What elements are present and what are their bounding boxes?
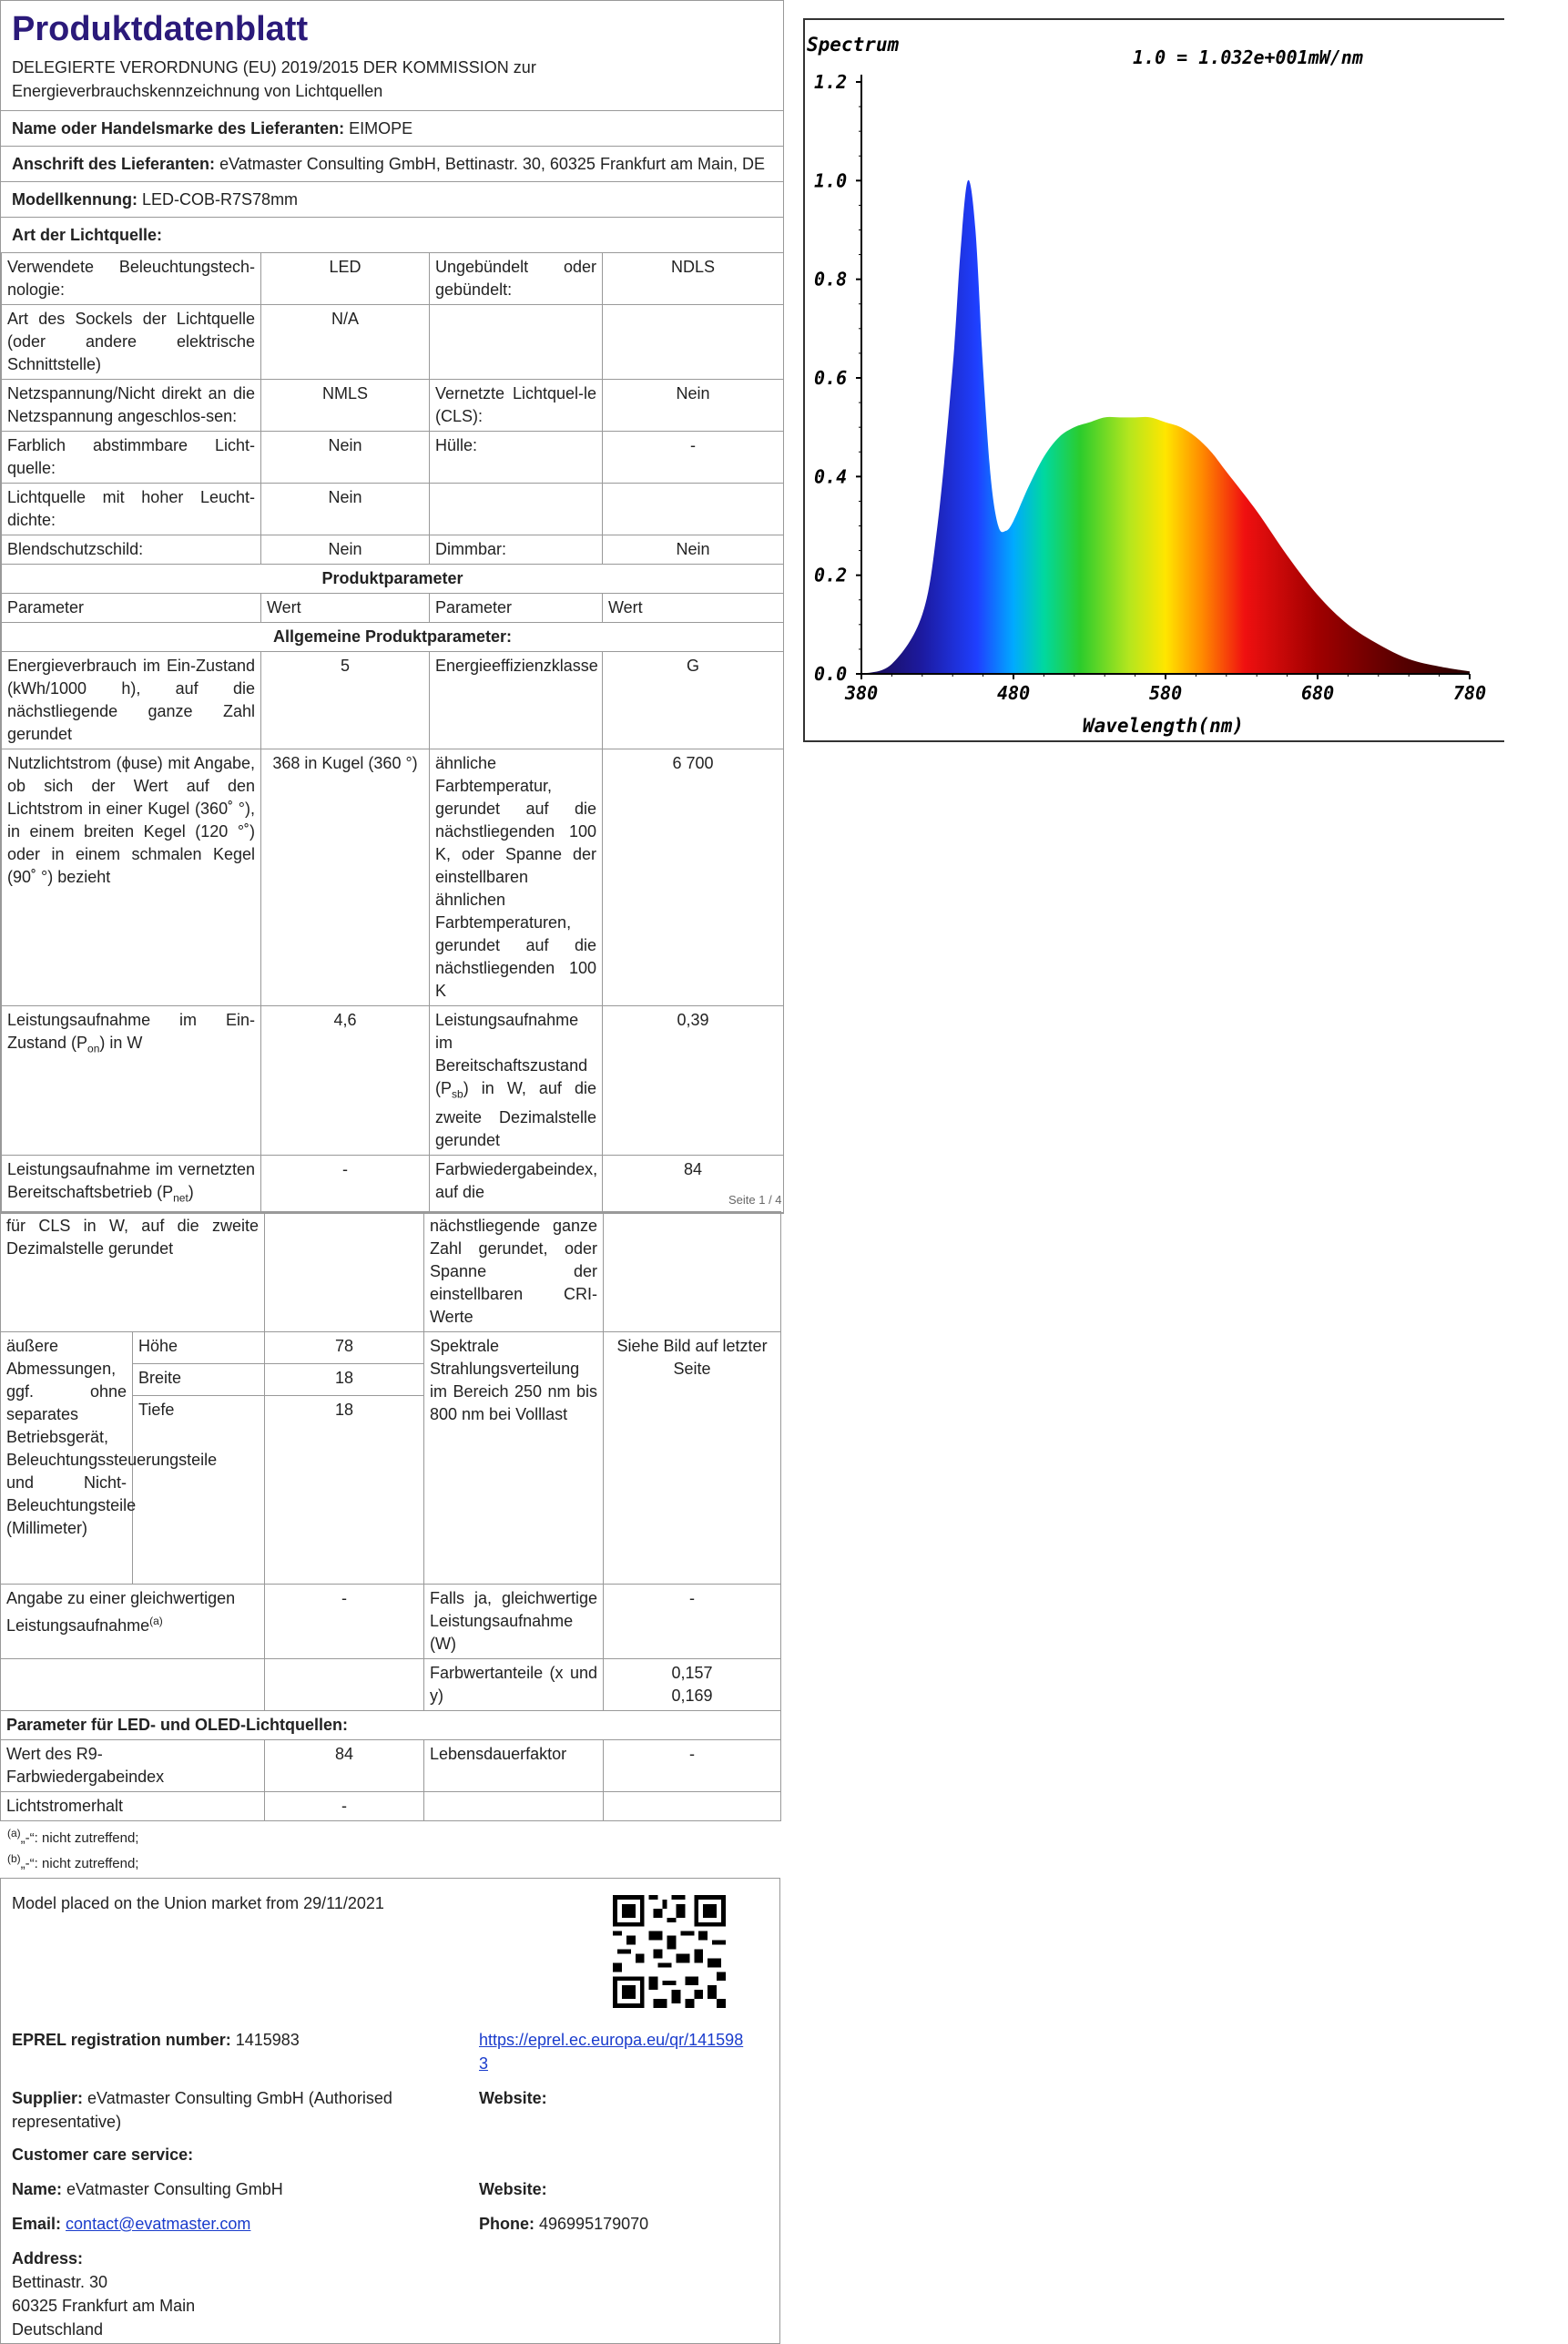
supplier-address-row [1,147,783,182]
supplier-label: Supplier: [12,2089,84,2107]
value-cell: Nein [261,432,430,484]
param-cell: Hülle: [430,432,603,484]
subscript: sb [452,1087,463,1101]
param-text: Angabe zu einer gleichwertigen Leistungsaufnahme [6,1589,236,1635]
param-cell: Blendschutzschild: [2,535,261,565]
param-cell: Netzspannung/Nicht direkt an die Netzspannung angeschlos-sen: [2,380,261,432]
table-row [2,749,784,1006]
footnote-a [0,1823,780,1849]
eprel-value: 1415983 [235,2031,300,2049]
parameters-continued-table [0,1211,781,1821]
value-cell: 84 [265,1740,424,1792]
param-cell [2,1155,261,1213]
param-cell: Dimmbar: [430,535,603,565]
param-cell: nächstliegende ganze Zahl gerundet, oder Spanne der einstellbaren CRI-Werte [424,1212,604,1332]
value-cell [265,1212,424,1332]
chart-subtitle: 1.0 = 1.032e+001mW/nm [1133,46,1363,68]
datasheet-page-2 [0,1211,780,2344]
value-cell: - [261,1155,430,1213]
value-cell [603,484,784,535]
y-tick-label: 0.8 [814,268,848,290]
dimension-value: 18 [265,1364,424,1396]
section-heading-row [1,1711,781,1740]
supplier-address-value: eVatmaster Consulting GmbH, Bettinastr. 30, 60325 Frankfurt am Main, DE [219,155,765,173]
footnote-text: „-“: nicht zutreffend; [20,1830,139,1846]
param-cell [1,1659,265,1711]
y-tick-label: 0.6 [814,367,848,389]
table-row [2,432,784,484]
value-cell: 6 700 [603,749,784,1006]
value-cell [603,305,784,380]
care-name-label: Name: [12,2180,63,2198]
value-cell: 84 [603,1155,784,1213]
table-row [1,1740,781,1792]
y-tick-label: 0.0 [814,663,848,685]
dimension-name: Tiefe [133,1396,265,1585]
param-cell: Farbwiedergabeindex, auf die [430,1155,603,1213]
address-label: Address: [12,2249,84,2268]
care-name-value: eVatmaster Consulting GmbH [66,2180,283,2198]
value-cell: N/A [261,305,430,380]
supplier-name-value: EIMOPE [349,119,413,138]
qr-code-icon [613,1895,726,2008]
customer-care-label: Customer care service: [12,2145,194,2164]
value-cell [604,1212,781,1332]
value-cell [604,1659,781,1711]
param-cell: Nutzlichtstrom (ϕuse) mit Angabe, ob sich der Wert auf den Lichtstrom in einer Kugel (360˚ °), in einem breiten Kegel (120 °˚) oder in einem schmalen Kegel (90˚ °) bezieht [2,749,261,1006]
email-label: Email: [12,2215,62,2233]
supplier-name-row [1,111,783,147]
column-header: Wert [261,594,430,623]
param-cell: Farbwertanteile (x und y) [424,1659,604,1711]
param-text: Leistungsaufnahme im vernetzten Bereitschaftsbetrieb (P [7,1159,255,1201]
model-value: LED-COB-R7S78mm [142,190,299,209]
param-cell: Ungebündelt oder gebündelt: [430,253,603,305]
supplier-name-label: Name oder Handelsmarke des Lieferanten: [12,119,345,138]
y-tick-label: 1.2 [814,71,848,93]
section-heading: Produktparameter [2,565,784,594]
value-cell: G [603,652,784,749]
value-cell: Nein [603,380,784,432]
param-cell [430,484,603,535]
value-cell: Nein [261,484,430,535]
param-text: Leistungsaufnahme im Bereitschaftszustand (P [435,1011,588,1097]
website2-label: Website: [479,2180,547,2198]
table-row [1,1792,781,1821]
address-line-1: Bettinastr. 30 [12,2273,108,2291]
param-text: ) in W [99,1034,143,1052]
param-cell: Lichtquelle mit hoher Leucht-dichte: [2,484,261,535]
value-cell: NDLS [603,253,784,305]
dimensions-label: äußere Abmessungen, ggf. ohne separates Betriebsgerät, Beleuchtungssteuerungsteile und Nicht-Beleuchtungsteile (Millimeter) [1,1332,133,1585]
footnote-mark: (a) [7,1827,21,1840]
model-label: Modellkennung: [12,190,137,209]
param-cell [1,1585,265,1659]
dimension-name: Breite [133,1364,265,1396]
table-row [2,380,784,432]
eprel-link[interactable]: https://eprel.ec.europa.eu/qr/1415983 [479,2031,744,2073]
param-cell [430,1006,603,1156]
eprel-row [12,2028,300,2052]
param-cell: Lebensdauerfaktor [424,1740,604,1792]
param-text: ) in W, auf die zweite Dezimalstelle gerundet [435,1079,596,1149]
address-line-3: Deutschland [12,2320,104,2339]
param-cell: Farblich abstimmbare Licht-quelle: [2,432,261,484]
light-source-type-table [1,252,784,1213]
type-label: Art der Lichtquelle: [12,226,163,244]
value-cell: 368 in Kugel (360 °) [261,749,430,1006]
market-date: Model placed on the Union market from 29/11/2021 [12,1894,384,1912]
phone-row [479,2212,648,2236]
dimension-value: 78 [265,1332,424,1364]
value-cell [265,1659,424,1711]
x-tick-label: 580 [1149,682,1183,704]
footnote-b [0,1849,780,1874]
website2-row [479,2177,547,2201]
section-heading-row [2,565,784,594]
page-subtitle [1,52,783,111]
datasheet-page-1 [0,0,784,1214]
param-cell: Vernetzte Lichtquel-le (CLS): [430,380,603,432]
dimension-name: Höhe [133,1332,265,1364]
table-row [2,1155,784,1213]
param-cell [2,1006,261,1156]
param-text: ) [188,1182,194,1201]
x-tick-label: 680 [1301,682,1335,704]
spectrum-svg [805,20,1504,740]
value-cell: 4,6 [261,1006,430,1156]
param-cell [430,305,603,380]
y-tick-label: 1.0 [814,169,848,192]
x-tick-label: 480 [997,682,1031,704]
param-cell: Verwendete Beleuchtungstech-nologie: [2,253,261,305]
website-label-text: Website: [479,2089,547,2107]
value-cell: NMLS [261,380,430,432]
spectrum-area [861,180,1470,674]
care-name-row [12,2177,283,2201]
phone-value: 496995179070 [539,2215,649,2233]
subscript: on [87,1042,100,1055]
param-text: Leistungsaufnahme im Ein-Zustand (P [7,1011,255,1052]
email-row [12,2212,250,2236]
value-cell: Nein [603,535,784,565]
x-tick-label: 380 [845,682,879,704]
param-cell: Energieverbrauch im Ein-Zustand (kWh/1000 h), auf die nächstliegende ganze Zahl gerundet [2,652,261,749]
x-axis-label: Wavelength(nm) [1083,715,1245,737]
page-title: Produktdatenblatt [12,10,309,48]
supplier-row [12,2086,467,2134]
table-row [2,305,784,380]
table-row [1,1212,781,1332]
model-row [1,182,783,218]
param-cell: für CLS in W, auf die zweite Dezimalstelle gerundet [1,1212,265,1332]
y-tick-label: 0.4 [814,465,848,488]
address-line-2: 60325 Frankfurt am Main [12,2297,196,2315]
value-cell: - [604,1585,781,1659]
chroma-x: 0,157 [671,1664,713,1682]
column-header-row [2,594,784,623]
eprel-label: EPREL registration number: [12,2031,231,2049]
table-row [1,1659,781,1711]
chroma-y: 0,169 [671,1687,713,1705]
table-row [1,1332,781,1364]
value-cell: Siehe Bild auf letzter Seite [604,1332,781,1585]
table-row [1,1585,781,1659]
x-tick-label: 780 [1453,682,1487,704]
param-cell: Lichtstromerhalt [1,1792,265,1821]
section-heading: Allgemeine Produktparameter: [2,623,784,652]
section-heading: Parameter für LED- und OLED-Lichtquellen: [1,1711,781,1740]
table-row [2,535,784,565]
table-row [2,1006,784,1156]
table-row [2,484,784,535]
footnote-mark: (b) [7,1852,21,1865]
phone-label: Phone: [479,2215,535,2233]
supplier-address-label: Anschrift des Lieferanten: [12,155,216,173]
y-tick-label: 0.2 [814,564,848,586]
value-cell: - [604,1740,781,1792]
column-header: Wert [603,594,784,623]
param-cell: Wert des R9-Farbwiedergabeindex [1,1740,265,1792]
value-cell: 5 [261,652,430,749]
chart-title: Spectrum [807,34,900,56]
type-heading [1,218,783,252]
spectrum-chart [803,18,1504,742]
param-cell [424,1792,604,1821]
email-link[interactable]: contact@evatmaster.com [66,2215,251,2233]
dimension-value: 18 [265,1396,424,1585]
param-cell: Spektrale Strahlungsverteilung im Bereich 250 nm bis 800 nm bei Volllast [424,1332,604,1585]
value-cell: - [603,432,784,484]
value-cell: 0,39 [603,1006,784,1156]
column-header: Parameter [430,594,603,623]
value-cell: Nein [261,535,430,565]
table-row [2,253,784,305]
subtitle-line-1: DELEGIERTE VERORDNUNG (EU) 2019/2015 DER KOMMISSION zur [12,58,536,76]
address-block [12,2247,195,2341]
table-row [2,652,784,749]
param-cell: Energieeffizienzklasse [430,652,603,749]
section-heading-row [2,623,784,652]
supplier-value: eVatmaster Consulting GmbH (Authorised representative) [12,2089,392,2131]
value-cell [604,1792,781,1821]
superscript: (a) [149,1615,163,1627]
subtitle-line-2: Energieverbrauchskennzeichnung von Lichtquellen [12,82,383,100]
column-header: Parameter [2,594,261,623]
value-cell: - [265,1792,424,1821]
customer-care-heading [12,2143,193,2166]
value-cell: - [265,1585,424,1659]
footnote-text: „-“: nicht zutreffend; [20,1856,139,1871]
page-number: Seite 1 / 4 [728,1193,782,1207]
eprel-info-box [0,1878,780,2344]
website-label [479,2086,547,2110]
param-cell: Art des Sockels der Lichtquelle (oder andere elektrische Schnittstelle) [2,305,261,380]
subscript: net [173,1191,188,1205]
param-cell: Falls ja, gleichwertige Leistungsaufnahme (W) [424,1585,604,1659]
value-cell: LED [261,253,430,305]
param-cell: ähnliche Farbtemperatur, gerundet auf die nächstliegenden 100 K, oder Spanne der einstellbaren ähnlichen Farbtemperaturen, gerundet auf die nächstliegenden 100 K [430,749,603,1006]
